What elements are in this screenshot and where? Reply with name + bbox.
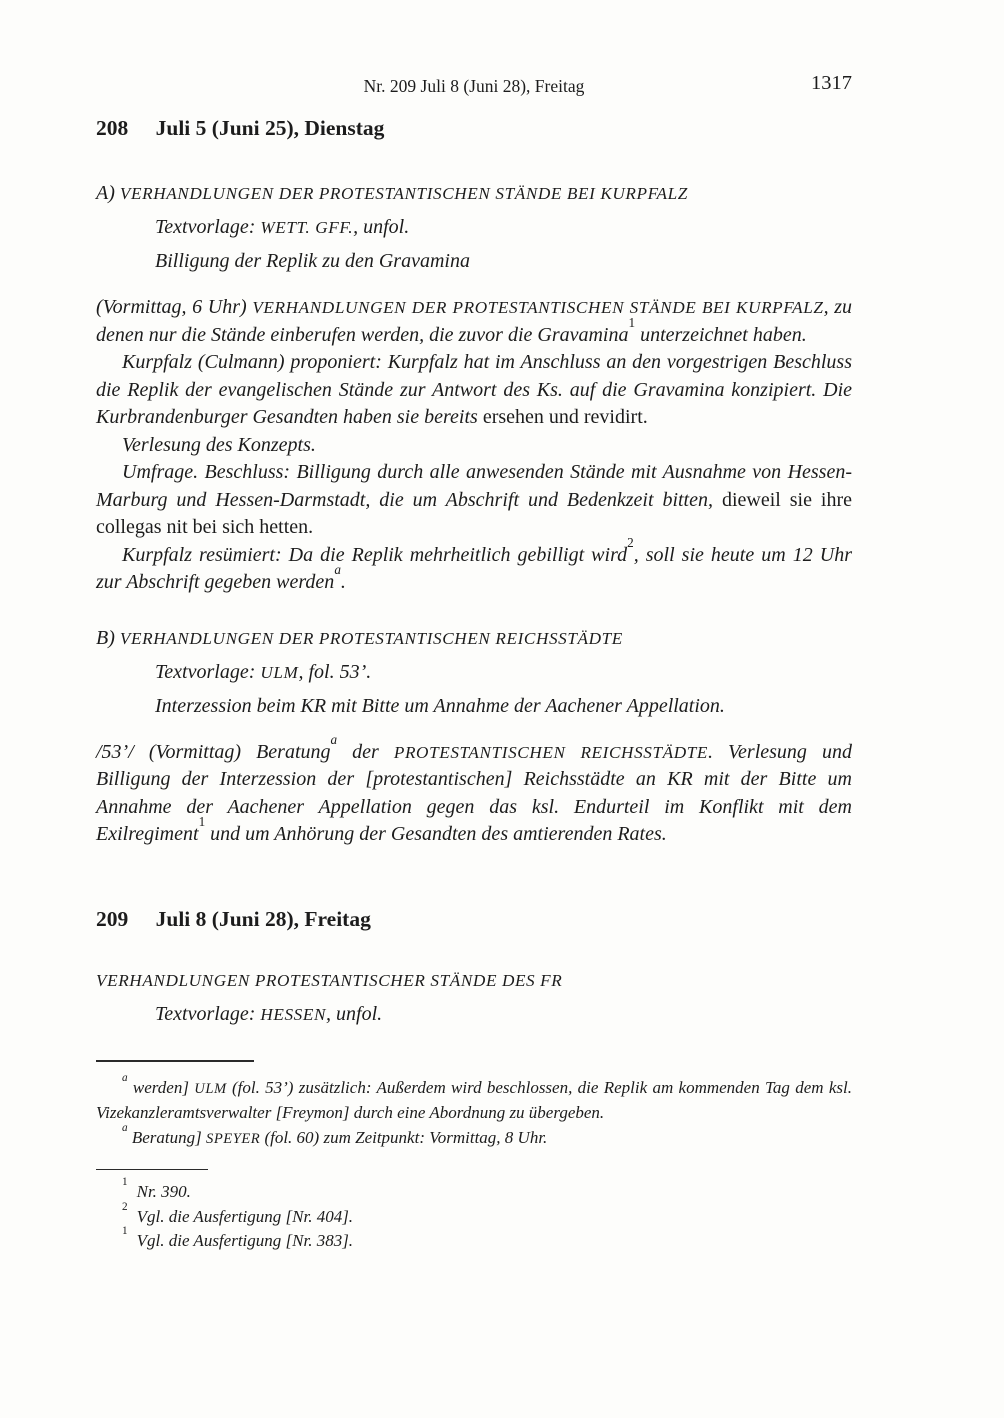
text-segment: A) — [96, 182, 120, 204]
page-number: 1317 — [811, 72, 852, 94]
footnote-marker: 1 — [628, 314, 636, 330]
entry-208-heading — [96, 114, 852, 142]
text-segment: , soll sie heute um 12 Uhr zur Abschrift gegeben werden — [96, 543, 852, 593]
footnote-apparatus — [96, 1060, 852, 1254]
paragraph — [96, 731, 852, 849]
text-segment: , unfol. — [326, 1002, 383, 1025]
text-segment: . — [340, 571, 346, 593]
text-segment: der — [337, 740, 394, 763]
text-segment: Beratung] — [127, 1127, 206, 1147]
text-segment: ersehen und revidirt. — [482, 406, 648, 428]
text-segment: ULM — [260, 662, 299, 682]
footnote-marker: 1 — [122, 1176, 128, 1189]
footnote-marker: 1 — [198, 814, 206, 830]
text-segment: Kurpfalz resümiert: Da die Replik mehrheitlich gebilligt wird — [122, 543, 628, 566]
footnote-marker: 1 — [122, 1225, 128, 1238]
footnote-numbered — [96, 1200, 852, 1230]
text-segment: , fol. 53’. — [298, 660, 372, 683]
entry-title: Juli 8 (Juni 28), Freitag — [155, 906, 371, 931]
text-segment: Textvorlage: — [155, 660, 261, 683]
paragraph — [96, 349, 852, 432]
text-segment: VERHANDLUNGEN DER PROTESTANTISCHEN STÄNDE BEI KURPFALZ — [119, 184, 688, 203]
footnote-separator-rule — [96, 1060, 254, 1062]
text-segment: Textvorlage: — [155, 1002, 261, 1025]
text-segment: VERHANDLUNGEN DER PROTESTANTISCHEN REICHSSTÄDTE — [119, 628, 623, 648]
text-segment: ULM — [194, 1080, 227, 1097]
text-segment: (fol. 53’) zusätzlich: Außerdem wird beschlossen, die Replik am kommenden Tag dem ksl. Vizekanzleramtsverwalter [Freymon] durch eine Abordnung zu übergeben. — [96, 1077, 853, 1122]
entry-209-source-line — [96, 1001, 852, 1028]
text-segment: Textvorlage: — [155, 216, 261, 238]
paragraph — [96, 459, 852, 542]
text-segment: /53’/ (Vormittag) Beratung — [96, 740, 331, 763]
footnote-numbered — [96, 1176, 852, 1205]
paragraph — [96, 534, 852, 597]
section-a-heading — [96, 180, 852, 207]
footnote-marker: 2 — [122, 1200, 128, 1213]
paragraph — [96, 294, 852, 349]
text-segment: Vgl. die Ausfertigung [Nr. 404]. — [136, 1206, 354, 1226]
section-b-subject-line: Interzession beim KR mit Bitte um Annahme der Aachener Appellation. — [155, 694, 725, 717]
entry-209 — [96, 905, 852, 1028]
section-b-heading — [96, 625, 852, 652]
text-segment: (fol. 60) zum Zeitpunkt: Vormittag, 8 Uhr. — [260, 1127, 548, 1147]
footnote-letter — [96, 1071, 853, 1126]
section-a-subject-line: Billigung der Replik zu den Gravamina — [155, 250, 470, 272]
entry-208 — [96, 114, 852, 849]
text-segment: . Verlesung und Billigung der Interzession der [protestantischen] Reichsstädte an KR mit der Bitte um Annahme der Aachener Appellation gegen das ksl. Endurteil im Konflikt mit dem Exilregiment — [96, 740, 852, 845]
text-segment: und um Anhörung der Gesandten des amtierenden Rates. — [205, 823, 667, 845]
text-segment: werden] — [127, 1077, 195, 1097]
section-a-source-line — [96, 214, 852, 241]
footnote-letter — [96, 1121, 852, 1152]
text-segment: VERHANDLUNGEN DER PROTESTANTISCHEN STÄNDE — [252, 298, 697, 317]
text-segment: Vgl. die Ausfertigung [Nr. 383]. — [136, 1231, 354, 1250]
text-segment: BEI KURPFALZ — [701, 298, 824, 317]
text-segment: WETT. GFF. — [260, 218, 354, 237]
footnote-marker: a — [330, 731, 338, 747]
entry-number: 209 — [96, 906, 129, 931]
text-segment: , unfol. — [353, 216, 410, 238]
running-header — [96, 74, 852, 98]
footnote-numbered — [96, 1225, 852, 1254]
text-segment: HESSEN — [260, 1004, 327, 1024]
text-segment: Nr. 390. — [136, 1182, 191, 1201]
entry-209-heading — [96, 905, 852, 933]
text-segment: unterzeichnet haben. — [635, 323, 807, 346]
footnote-marker: a — [122, 1071, 128, 1084]
text-segment: PROTESTANTISCHEN REICHSSTÄDTE — [393, 742, 708, 762]
text-segment: Kurpfalz (Culmann) proponiert: Kurpfalz hat im Anschluss an den vorgestrigen Beschluss die Replik der evangelischen Stände zur Antwort des Ks. auf die Gravamina konzipiert. Die Kurbrandenburger Gesandten haben sie bereits — [96, 351, 852, 428]
footnote-marker: 2 — [627, 534, 634, 550]
footnote-separator-rule-2 — [96, 1169, 208, 1170]
footnote-marker: a — [334, 562, 341, 578]
text-segment: VERHANDLUNGEN PROTESTANTISCHER STÄNDE DES FR — [96, 970, 563, 990]
text-segment: B) — [96, 626, 120, 649]
footnote-marker: a — [122, 1121, 128, 1134]
text-segment: dieweil sie ihre collegas nit bei sich hetten. — [96, 488, 852, 538]
text-segment: SPEYER — [206, 1130, 261, 1147]
text-segment: (Vormittag, 6 Uhr) — [96, 296, 253, 318]
section-b-source-line — [96, 659, 852, 686]
text-segment: Umfrage. Beschluss: Billigung durch alle anwesenden Stände mit Ausnahme von Hessen-Marburg und Hessen-Darmstadt, die um Abschrift und Bedenkzeit bitten, — [96, 461, 852, 511]
running-header-title: Nr. 209 Juli 8 (Juni 28), Freitag — [363, 76, 585, 96]
text-segment: Verlesung des Konzepts. — [122, 433, 316, 456]
paragraph — [96, 432, 852, 460]
entry-209-section-heading — [96, 967, 852, 994]
text-segment: , zu denen nur die Stände einberufen werden, die zuvor die Gravamina — [96, 296, 853, 346]
entry-title: Juli 5 (Juni 25), Dienstag — [155, 116, 385, 140]
entry-number: 208 — [96, 116, 129, 140]
